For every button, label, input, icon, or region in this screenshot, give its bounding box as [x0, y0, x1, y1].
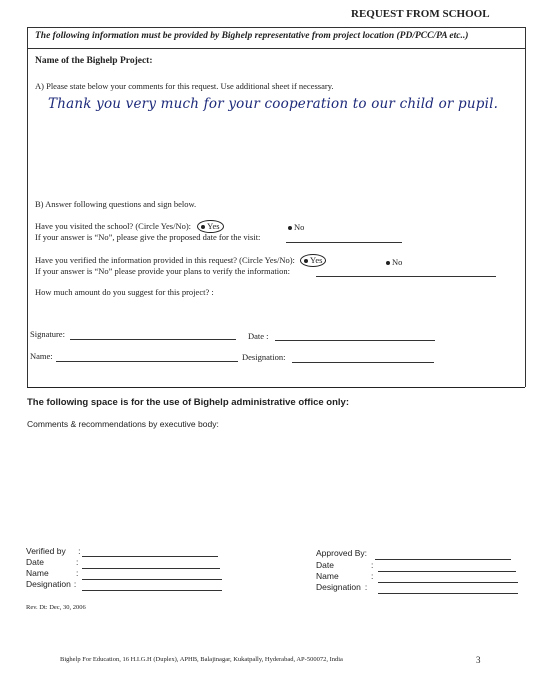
bullet-icon — [304, 259, 308, 263]
approved-name-label: Name : — [316, 571, 374, 581]
visit-date-field[interactable] — [286, 242, 402, 243]
page-number: 3 — [476, 655, 481, 665]
question-visited-text: Have you visited the school? (Circle Yes/No): — [35, 221, 192, 231]
approved-date-label: Date : — [316, 560, 374, 570]
verified-no-option[interactable] — [386, 257, 402, 267]
verified-date-field[interactable] — [82, 568, 220, 569]
admin-heading: The following space is for the use of Bighelp administrative office only: — [27, 397, 349, 408]
approved-name-field[interactable] — [378, 582, 518, 583]
visited-no-option[interactable] — [288, 222, 304, 232]
section-b-label: B) Answer following questions and sign below. — [35, 199, 197, 209]
box-top-border — [27, 27, 525, 28]
visited-yes-label: Yes — [207, 221, 220, 231]
verify-plan-prompt: If your answer is “No” please provide your plans to verify the information: — [35, 266, 290, 276]
box-right-border — [525, 27, 526, 387]
footer-address: Bighelp For Education, 16 H.I.G.H (Duplex), APHB, Balajinagar, Kukatpally, Hyderabad, AP-500072, India — [60, 656, 343, 663]
verified-date-label: Date : — [26, 557, 79, 567]
verify-plan-field[interactable] — [316, 276, 496, 277]
intro-divider — [27, 48, 525, 49]
signature-field[interactable] — [70, 339, 236, 340]
verified-date-text: Date — [26, 557, 44, 567]
bullet-icon — [288, 226, 292, 230]
verified-designation-field[interactable] — [82, 590, 222, 591]
form-title: REQUEST FROM SCHOOL — [351, 8, 490, 20]
designation-label: Designation: — [242, 352, 286, 362]
approved-designation-label: Designation : — [316, 582, 368, 592]
designation-field[interactable] — [292, 362, 434, 363]
verified-by-field[interactable] — [82, 556, 218, 557]
section-a-label: A) Please state below your comments for this request. Use additional sheet if necessary. — [35, 81, 334, 91]
revision-date: Rev. Dt: Dec, 30, 2006 — [26, 604, 86, 611]
verified-name-field[interactable] — [82, 579, 222, 580]
approved-designation-text: Designation — [316, 582, 361, 592]
name-field[interactable] — [56, 361, 238, 362]
intro-text: The following information must be provided by Bighelp representative from project location (PD/PCC/PA etc..) — [35, 31, 469, 41]
verified-name-label: Name : — [26, 568, 79, 578]
date-field[interactable] — [275, 340, 435, 341]
approved-date-text: Date — [316, 560, 334, 570]
verified-no-label: No — [392, 257, 403, 267]
signature-label: Signature: — [30, 329, 65, 339]
approved-designation-field[interactable] — [378, 593, 518, 594]
box-left-border — [27, 27, 28, 387]
verified-by-label: Verified by : — [26, 546, 81, 556]
section-divider — [27, 387, 525, 388]
question-verified-text: Have you verified the information provided in this request? (Circle Yes/No): — [35, 255, 295, 265]
verified-yes-option[interactable] — [300, 254, 326, 267]
visit-date-prompt: If your answer is “No”, please give the proposed date for the visit: — [35, 232, 261, 242]
amount-question: How much amount do you suggest for this project? : — [35, 287, 214, 297]
name-label: Name: — [30, 351, 53, 361]
verified-by-text: Verified by — [26, 546, 66, 556]
date-label: Date : — [248, 331, 269, 341]
handwritten-comment: Thank you very much for your cooperation to our child or pupil. — [48, 96, 499, 112]
bullet-icon — [386, 261, 390, 265]
verified-name-text: Name — [26, 568, 49, 578]
admin-comments-label: Comments & recommendations by executive body: — [27, 419, 219, 429]
project-name-label: Name of the Bighelp Project: — [35, 56, 153, 66]
approved-by-field[interactable] — [375, 559, 511, 560]
visited-no-label: No — [294, 222, 305, 232]
verified-yes-label: Yes — [310, 255, 323, 265]
bullet-icon — [201, 225, 205, 229]
approved-date-field[interactable] — [378, 571, 516, 572]
verified-designation-text: Designation — [26, 579, 71, 589]
approved-name-text: Name — [316, 571, 339, 581]
verified-designation-label: Designation : — [26, 579, 77, 589]
approved-by-label: Approved By: — [316, 548, 368, 558]
